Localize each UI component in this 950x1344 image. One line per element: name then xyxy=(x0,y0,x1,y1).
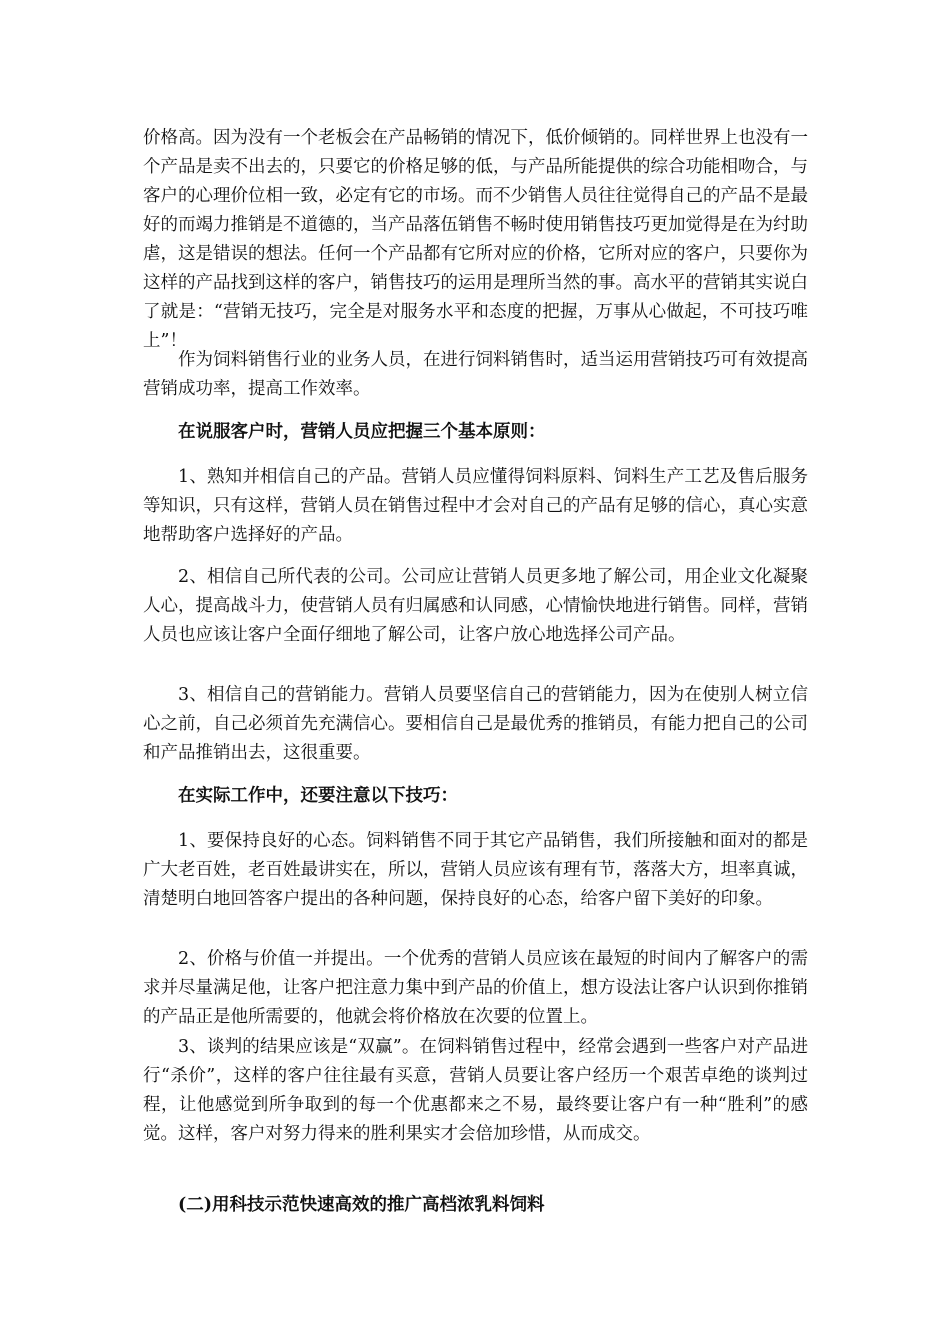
section-heading: (二)用科技示范快速高效的推广高档浓乳料饲料 xyxy=(178,1195,545,1215)
paragraph-text: 3、谈判的结果应该是“双赢”。在饲料销售过程中，经常会遇到一些客户对产品进行“杀价”，这样的客户往往最有买意，营销人员要让客户经历一个艰苦卓绝的谈判过程，让他感觉到所争取到的每一个优惠都来之不易，最终要让客户有一种“胜利”的感觉。这样，客户对努力得来的胜利果实才会倍加珍惜，从而成交。 xyxy=(143,1037,808,1144)
paragraph-text: 1、要保持良好的心态。饲料销售不同于其它产品销售，我们所接触和面对的都是广大老百姓，老百姓最讲实在，所以，营销人员应该有理有节，落落大方，坦率真诚，清楚明白地回答客户提出的各种问题，保持良好的心态，给客户留下美好的印象。 xyxy=(143,831,808,909)
intro-paragraph xyxy=(143,124,808,356)
paragraph-text: 价格高。因为没有一个老板会在产品畅销的情况下，低价倾销的。同样世界上也没有一个产品是卖不出去的，只要它的价格足够的低，与产品所能提供的综合功能相吻合，与客户的心理价位相一致，必定有它的市场。而不少销售人员往往觉得自己的产品不是最好的而竭力推销是不道德的，当产品落伍销售不畅时使用销售技巧更加觉得是在为纣助虐，这是错误的想法。任何一个产品都有它所对应的价格，它所对应的客户，只要你为这样的产品找到这样的客户，销售技巧的运用是理所当然的事。高水平的营销其实说白了就是：“营销无技巧，完全是对服务水平和态度的把握，万事从心做起，不可技巧唯上”！ xyxy=(143,128,808,351)
paragraph-text: 1、熟知并相信自己的产品。营销人员应懂得饲料原料、饲料生产工艺及售后服务等知识，只有这样，营销人员在销售过程中才会对自己的产品有足够的信心，真心实意地帮助客户选择好的产品。 xyxy=(143,467,808,545)
principles-heading xyxy=(143,418,808,447)
feed-sales-paragraph xyxy=(143,346,808,404)
section-2-heading xyxy=(143,1191,808,1220)
skill-3-paragraph xyxy=(143,1033,808,1149)
principle-2-paragraph xyxy=(143,563,808,650)
paragraph-text: 3、相信自己的营销能力。营销人员要坚信自己的营销能力，因为在使别人树立信心之前，自己必须首先充满信心。要相信自己是最优秀的推销员，有能力把自己的公司和产品推销出去，这很重要。 xyxy=(143,685,808,763)
section-heading: 在实际工作中，还要注意以下技巧： xyxy=(178,786,458,806)
skill-2-paragraph xyxy=(143,945,808,1032)
paragraph-text: 2、相信自己所代表的公司。公司应让营销人员更多地了解公司，用企业文化凝聚人心，提高战斗力，使营销人员有归属感和认同感，心情愉快地进行销售。同样，营销人员也应该让客户全面仔细地了解公司，让客户放心地选择公司产品。 xyxy=(143,567,808,645)
principle-1-paragraph xyxy=(143,463,808,550)
principle-3-paragraph xyxy=(143,681,808,768)
skill-1-paragraph xyxy=(143,827,808,914)
skills-heading xyxy=(143,782,808,811)
section-heading: 在说服客户时，营销人员应把握三个基本原则： xyxy=(178,422,546,442)
paragraph-text: 2、价格与价值一并提出。一个优秀的营销人员应该在最短的时间内了解客户的需求并尽量满足他，让客户把注意力集中到产品的价值上，想方设法让客户认识到你推销的产品正是他所需要的，他就会将价格放在次要的位置上。 xyxy=(143,949,808,1027)
paragraph-text: 作为饲料销售行业的业务人员，在进行饲料销售时，适当运用营销技巧可有效提高营销成功率，提高工作效率。 xyxy=(143,350,808,399)
